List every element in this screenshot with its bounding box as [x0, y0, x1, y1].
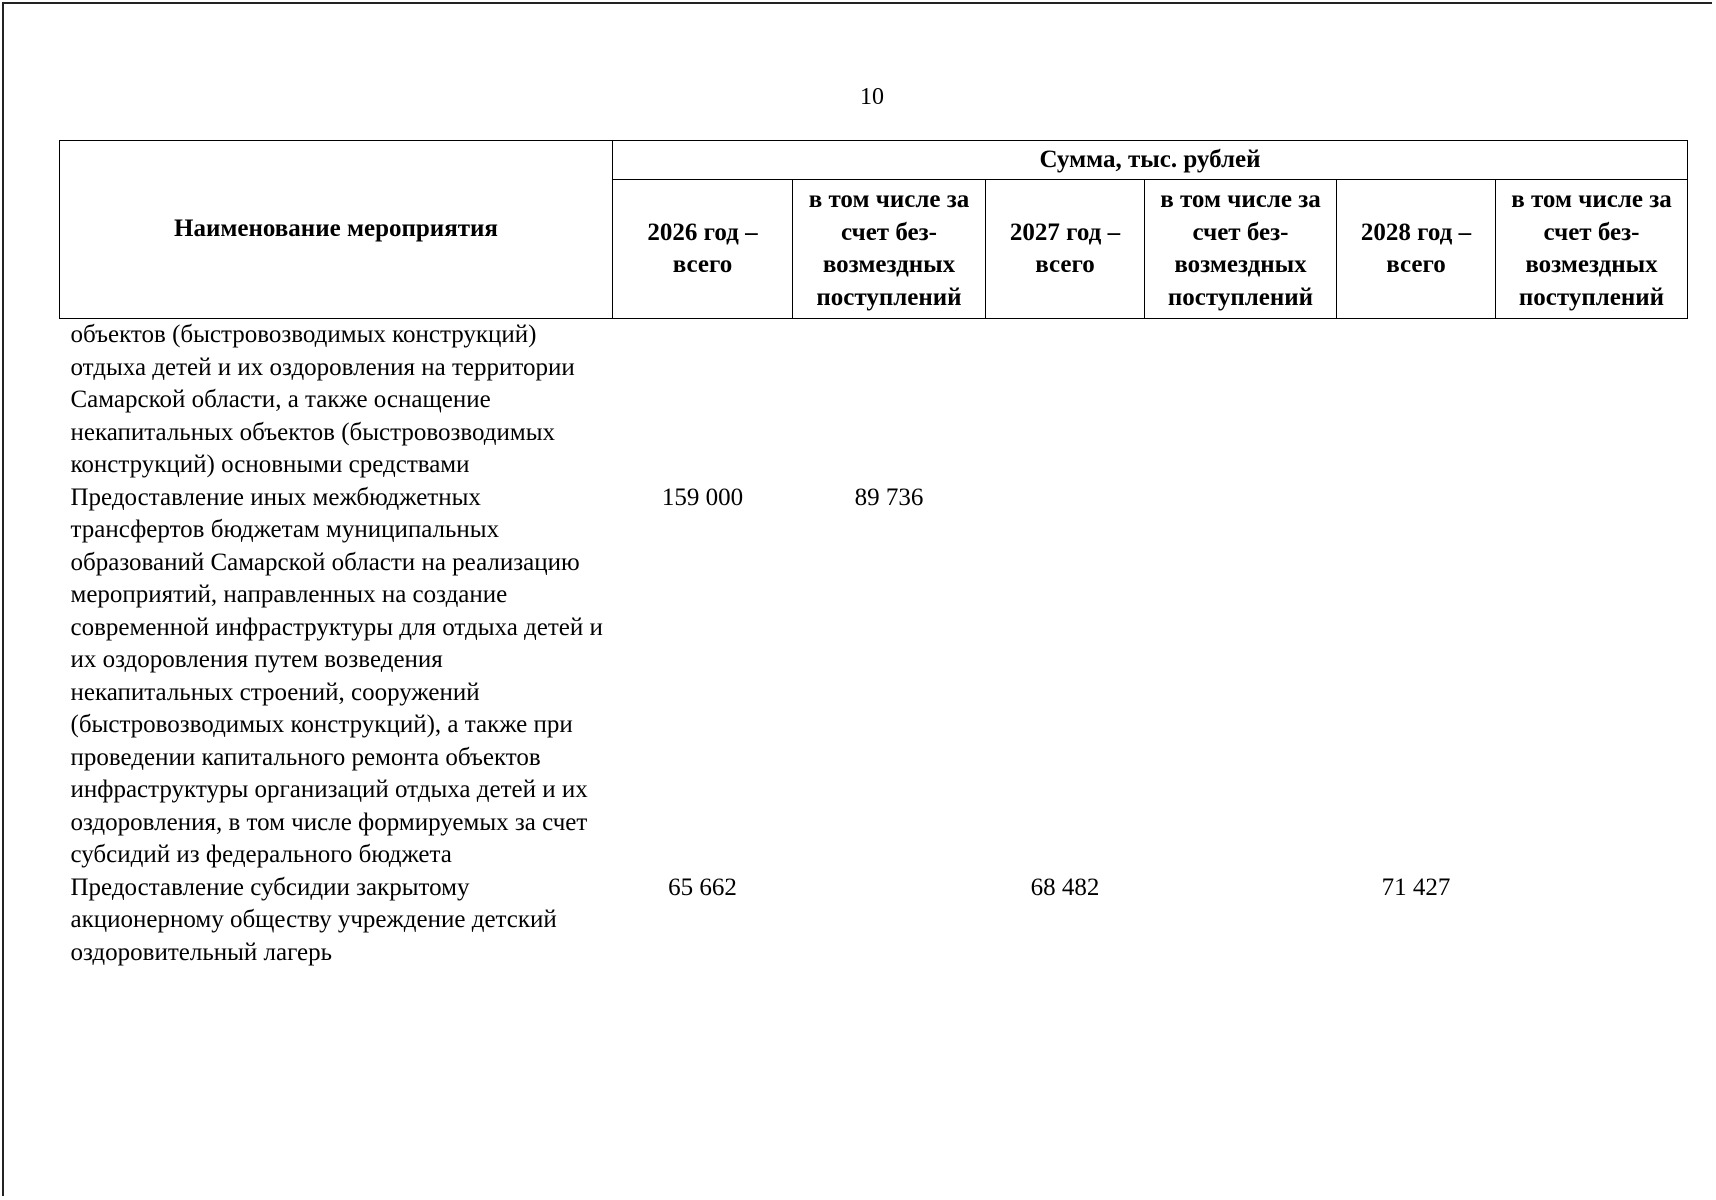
column-header-2026-grants: в том числе за счет без-возмездных поступлений: [793, 180, 986, 319]
value-cell: 68 482: [1030, 873, 1100, 901]
table-row: [60, 319, 1688, 482]
value-cell: [986, 319, 1145, 482]
column-header-2026-total: 2026 год – всего: [613, 180, 793, 319]
value-cell: [1337, 482, 1496, 872]
value-cell: [1337, 319, 1496, 482]
sum-group-header: Сумма, тыс. рублей: [613, 141, 1688, 180]
value-cell: 71 427: [1381, 873, 1451, 901]
name-column-header: Наименование мероприятия: [60, 141, 613, 319]
value-cell: 65 662: [668, 873, 737, 901]
column-header-2027-grants: в том числе за счет без-возмездных поступлений: [1145, 180, 1337, 319]
page-number: 10: [860, 84, 884, 110]
value-cell: [986, 482, 1145, 872]
value-cell: [793, 872, 986, 970]
value-cell: [613, 319, 793, 482]
value-cell: 89 736: [854, 483, 924, 511]
column-header-2027-total: 2027 год – всего: [986, 180, 1145, 319]
table-header: [60, 141, 1688, 319]
column-header-2028-grants: в том числе за счет без-возмездных поступлений: [1496, 180, 1688, 319]
row-name: Предоставление иных межбюджетных трансфертов бюджетам муниципальных образований Самарской области на реализацию мероприятий, направленных на создание современной инфраструктуры для отдыха детей и их оздоровления путем возведения некапитальных строений, сооружений (быстровозводимых конструкций), а также при проведении капитального ремонта объектов инфраструктуры организаций отдыха детей и их оздоровления, в том числе формируемых за счет субсидий из федерального бюджета: [70, 483, 603, 868]
table-body: [60, 319, 1688, 970]
value-cell: [1496, 872, 1688, 970]
table-row: [60, 872, 1688, 970]
value-cell: 159 000: [661, 483, 744, 511]
row-name: объектов (быстровозводимых конструкций) отдыха детей и их оздоровления на территории Самарской области, а также оснащение некапитальных объектов (быстровозводимых конструкций) основными средствами: [70, 321, 575, 478]
table-row: [60, 482, 1688, 872]
value-cell: [1496, 482, 1688, 872]
value-cell: [1145, 872, 1337, 970]
row-name: Предоставление субсидии закрытому акционерному обществу учреждение детский оздоровительный лагерь: [70, 873, 557, 966]
value-cell: [1145, 319, 1337, 482]
budget-table: [59, 140, 1688, 969]
value-cell: [1496, 319, 1688, 482]
value-cell: [793, 319, 986, 482]
value-cell: [1145, 482, 1337, 872]
column-header-2028-total: 2028 год – всего: [1337, 180, 1496, 319]
